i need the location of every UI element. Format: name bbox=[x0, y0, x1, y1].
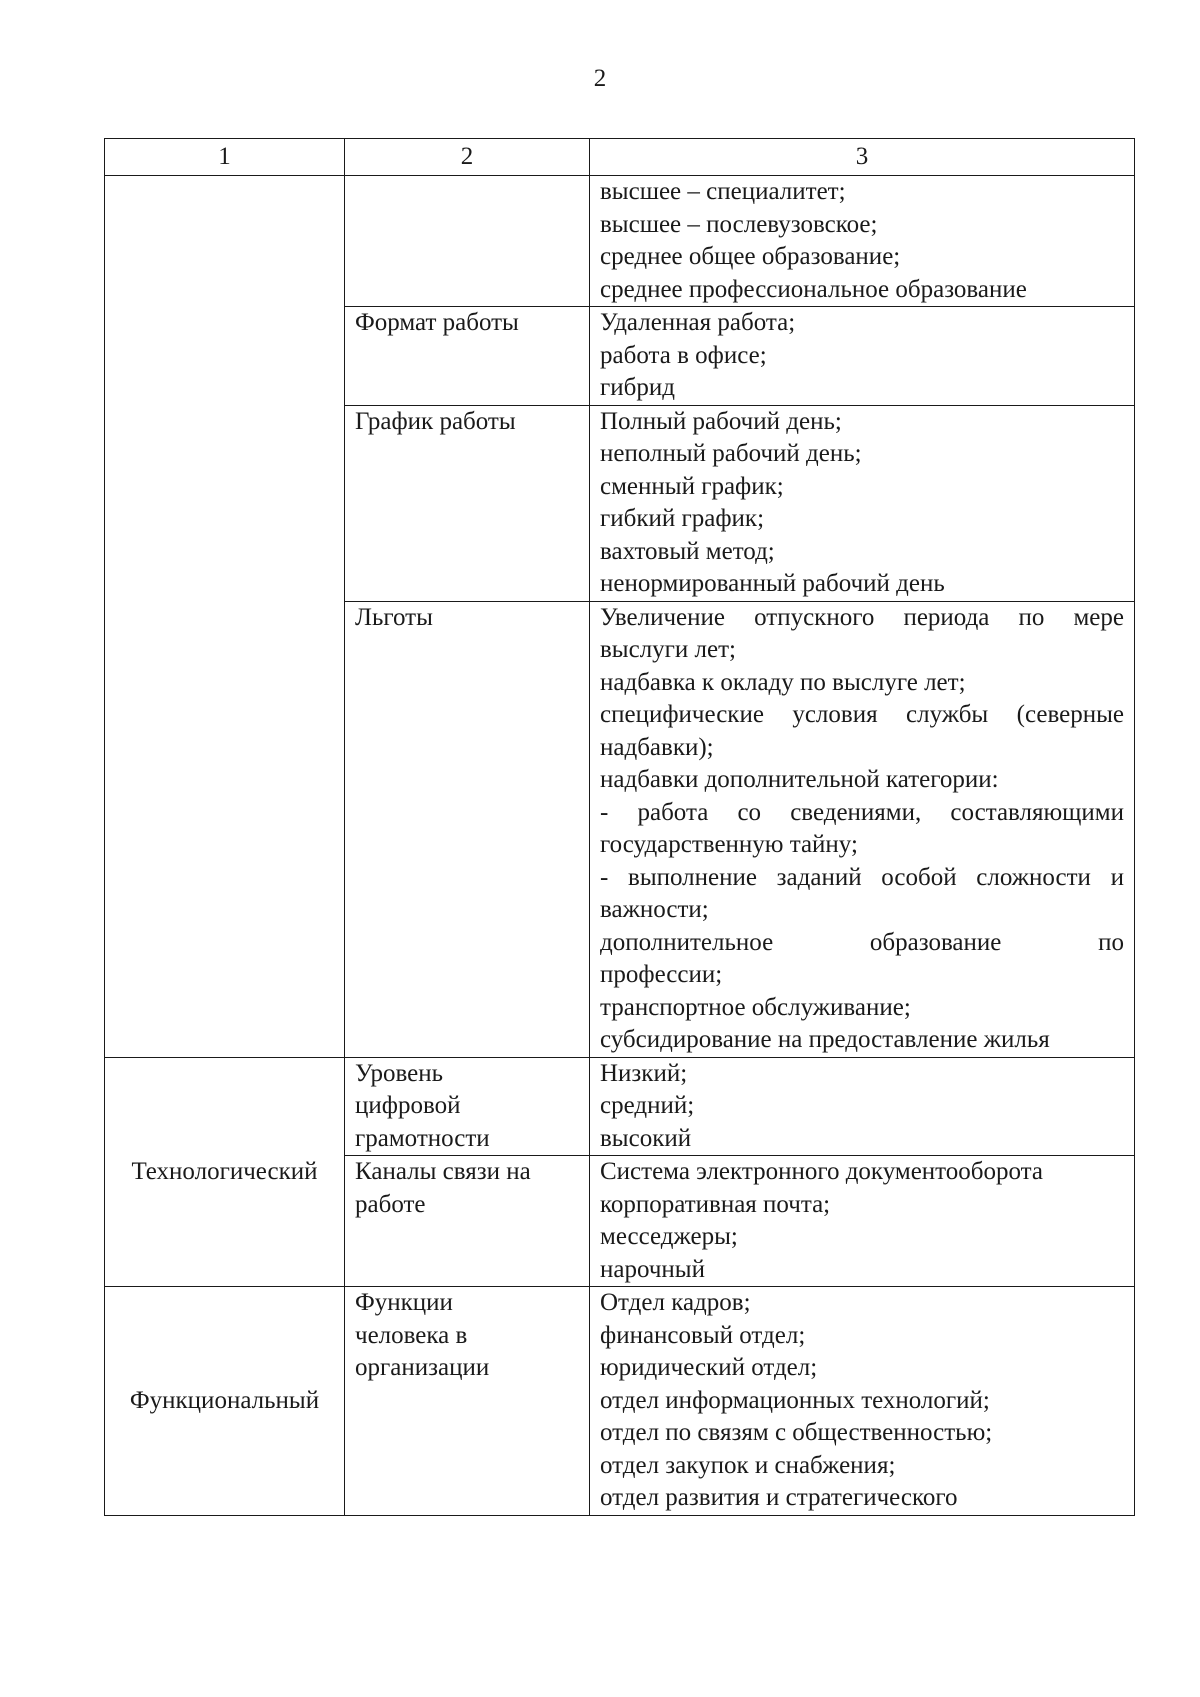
list-item: отдел по связям с общественностью; bbox=[600, 1419, 993, 1446]
list-item: надбавки дополнительной категории: bbox=[600, 766, 999, 793]
list-item: ненормированный рабочий день bbox=[600, 570, 945, 597]
education-values bbox=[590, 176, 1135, 307]
list-item: работа в офисе; bbox=[600, 341, 767, 369]
list-item: специфические условия службы (северные bbox=[600, 701, 1124, 728]
list-item: отдел закупок и снабжения; bbox=[600, 1451, 896, 1479]
list-item: транспортное обслуживание; bbox=[600, 993, 911, 1021]
list-item: сменный график; bbox=[600, 472, 784, 500]
list-item: высокий bbox=[600, 1124, 692, 1152]
list-item: Полный рабочий день; bbox=[600, 407, 842, 435]
label-line: работе bbox=[355, 1190, 426, 1218]
list-item: надбавки); bbox=[600, 733, 714, 761]
work-format-values bbox=[590, 307, 1135, 406]
label-line: грамотности bbox=[355, 1124, 490, 1152]
row-label-work-format: Формат работы bbox=[345, 307, 590, 406]
label-line: Уровень bbox=[355, 1059, 444, 1087]
list-item: профессии; bbox=[600, 961, 723, 988]
row-label-digital-literacy bbox=[345, 1057, 590, 1156]
list-item: - работа со сведениями, составляющими bbox=[600, 798, 1124, 826]
row-label-benefits: Льготы bbox=[345, 601, 590, 1057]
list-item: субсидирование на предоставление жилья bbox=[600, 1026, 1050, 1053]
list-item: финансовый отдел; bbox=[600, 1321, 806, 1349]
list-item: Система электронного документооборота bbox=[600, 1158, 1043, 1185]
row-label-functions bbox=[345, 1287, 590, 1516]
label-line: Каналы связи на bbox=[355, 1158, 531, 1185]
list-item: выслуги лет; bbox=[600, 636, 736, 663]
channels-values bbox=[590, 1156, 1135, 1287]
page-number: 2 bbox=[593, 65, 607, 92]
list-item: отдел развития и стратегического bbox=[600, 1484, 958, 1511]
list-item: Отдел кадров; bbox=[600, 1289, 751, 1316]
label-line: Функции bbox=[355, 1289, 453, 1316]
row-label-empty bbox=[345, 176, 590, 307]
list-item: вахтовый метод; bbox=[600, 537, 775, 565]
label-line: человека в bbox=[355, 1321, 468, 1349]
list-item: Низкий; bbox=[600, 1059, 688, 1087]
list-item: гибрид bbox=[600, 374, 675, 401]
list-item: высшее – специалитет; bbox=[600, 178, 846, 205]
column-header-3: 3 bbox=[590, 139, 1135, 176]
list-item: Увеличение отпускного периода по мере bbox=[600, 603, 1124, 631]
column-header-1: 1 bbox=[105, 139, 345, 176]
label-line: цифровой bbox=[355, 1092, 461, 1119]
list-item: гибкий график; bbox=[600, 505, 765, 532]
table-row-digital-literacy bbox=[105, 1057, 1135, 1156]
list-item: месседжеры; bbox=[600, 1223, 738, 1250]
table-row-education-continued bbox=[105, 176, 1135, 307]
list-item: дополнительное образование по bbox=[600, 928, 1124, 956]
list-item: высшее – послевузовское; bbox=[600, 210, 878, 238]
table-header-row bbox=[105, 139, 1135, 176]
list-item: неполный рабочий день; bbox=[600, 440, 862, 467]
row-label-work-schedule: График работы bbox=[345, 405, 590, 601]
work-schedule-values bbox=[590, 405, 1135, 601]
list-item: среднее общее образование; bbox=[600, 243, 901, 270]
list-item: - выполнение заданий особой сложности и bbox=[600, 863, 1124, 891]
row-label-channels bbox=[345, 1156, 590, 1287]
list-item: Удаленная работа; bbox=[600, 309, 796, 336]
group-cell-empty bbox=[105, 176, 345, 1058]
list-item: среднее профессиональное образование bbox=[600, 275, 1027, 303]
document-table bbox=[104, 138, 1135, 1516]
digital-literacy-values bbox=[590, 1057, 1135, 1156]
group-label-functional: Функциональный bbox=[105, 1287, 345, 1516]
list-item: отдел информационных технологий; bbox=[600, 1386, 990, 1414]
group-label-technological: Технологический bbox=[105, 1057, 345, 1287]
benefits-values bbox=[590, 601, 1135, 1057]
list-item: нарочный bbox=[600, 1255, 705, 1283]
list-item: государственную тайну; bbox=[600, 831, 858, 858]
list-item: юридический отдел; bbox=[600, 1354, 818, 1381]
list-item: средний; bbox=[600, 1092, 695, 1119]
list-item: корпоративная почта; bbox=[600, 1190, 831, 1218]
label-line: организации bbox=[355, 1354, 490, 1381]
table-row-functions bbox=[105, 1287, 1135, 1516]
list-item: надбавка к окладу по выслуге лет; bbox=[600, 668, 966, 696]
list-item: важности; bbox=[600, 896, 709, 923]
functions-values bbox=[590, 1287, 1135, 1516]
column-header-2: 2 bbox=[345, 139, 590, 176]
